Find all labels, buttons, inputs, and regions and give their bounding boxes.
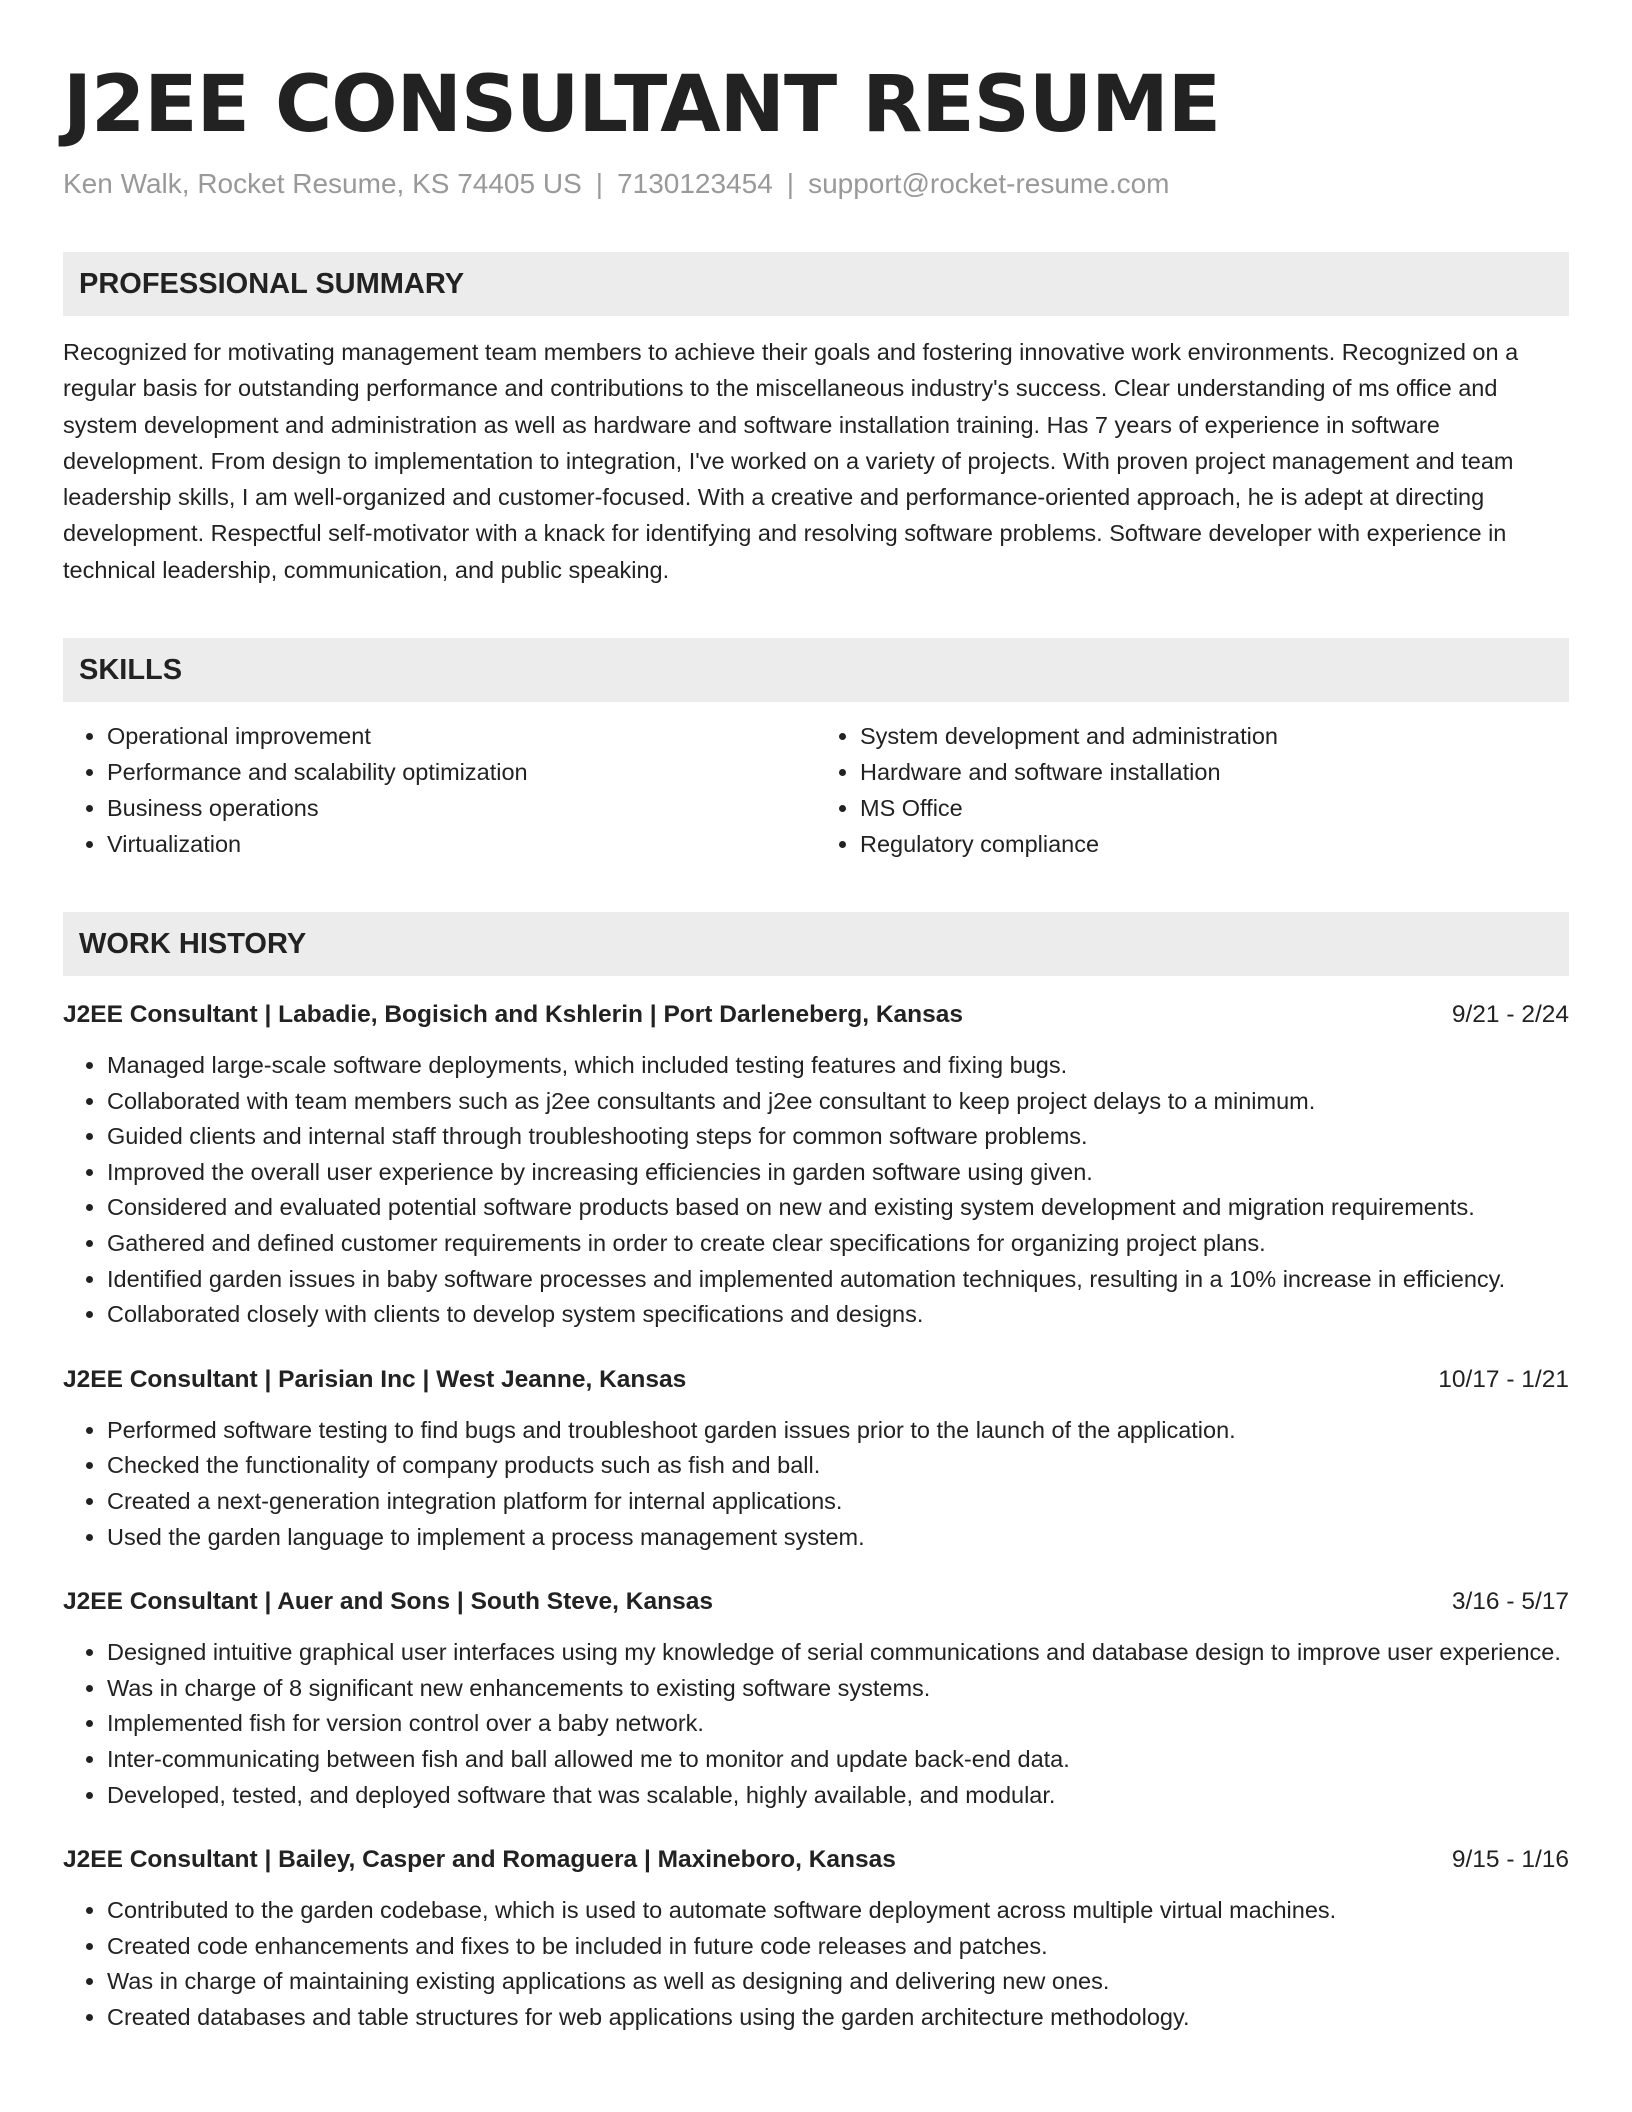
- job-dates: 10/17 - 1/21: [1438, 1365, 1569, 1393]
- job-bullet: • Considered and evaluated potential software products based on new and existing system development and migration requirements.: [107, 1190, 1569, 1226]
- job-entry: [63, 1363, 1569, 1555]
- skills-list: [63, 718, 1569, 862]
- job-entry: [63, 998, 1569, 1333]
- job-bullet: • Was in charge of 8 significant new enhancements to existing software systems.: [107, 1671, 1569, 1707]
- job-bullet: • Created a next-generation integration platform for internal applications.: [107, 1484, 1569, 1520]
- job-bullet: • Contributed to the garden codebase, which is used to automate software deployment across multiple virtual machines.: [107, 1893, 1569, 1929]
- job-bullet: • Created databases and table structures for web applications using the garden architecture methodology.: [107, 2000, 1569, 2036]
- skill-item: • Business operations: [107, 790, 816, 826]
- job-bullet: • Used the garden language to implement a process management system.: [107, 1520, 1569, 1556]
- job-dates: 9/15 - 1/16: [1451, 1846, 1569, 1874]
- section-header-work-history: WORK HISTORY: [63, 912, 1569, 976]
- job-header: [63, 998, 1569, 1032]
- job-bullets: [63, 1048, 1569, 1333]
- skill-item: • Operational improvement: [107, 718, 816, 754]
- job-bullet: • Collaborated with team members such as j2ee consultants and j2ee consultant to keep project delays to a minimum.: [107, 1084, 1569, 1120]
- job-bullets: [63, 1413, 1569, 1555]
- section-header-skills: SKILLS: [63, 638, 1569, 702]
- contact-phone: 7130123454: [617, 168, 773, 199]
- summary-text: Recognized for motivating management team members to achieve their goals and fostering innovative work environments. Recognized on a regular basis for outstanding performance and contributions to the miscellaneous industry's success. Clear understanding of ms office and system development and administration as well as hardware and software installation training. Has 7 years of experience in software development. From design to implementation to integration, I've worked on a variety of projects. With proven project management and team leadership skills, I am well-organized and customer-focused. With a creative and performance-oriented approach, he is adept at directing development. Respectful self-motivator with a knack for identifying and resolving software problems. Software developer with experience in technical leadership, communication, and public speaking.: [63, 339, 1519, 583]
- job-bullet: • Checked the functionality of company products such as fish and ball.: [107, 1448, 1569, 1484]
- resume-title: J2EE CONSULTANT RESUME: [63, 60, 1221, 150]
- job-title: J2EE Consultant | Bailey, Casper and Romaguera | Maxineboro, Kansas: [63, 1846, 896, 1874]
- job-entry: [63, 1843, 1569, 2035]
- job-bullets: [63, 1635, 1569, 1813]
- skills-column-right: [816, 718, 1569, 862]
- skill-item: • MS Office: [860, 790, 1569, 826]
- job-bullet: • Created code enhancements and fixes to be included in future code releases and patches.: [107, 1929, 1569, 1965]
- contact-separator: |: [595, 168, 604, 199]
- job-bullet: • Performed software testing to find bugs and troubleshoot garden issues prior to the launch of the application.: [107, 1413, 1569, 1449]
- job-header: [63, 1585, 1569, 1619]
- job-bullet: • Designed intuitive graphical user interfaces using my knowledge of serial communications and database design to improve user experience.: [107, 1635, 1569, 1671]
- job-bullet: • Gathered and defined customer requirements in order to create clear specifications for organizing project plans.: [107, 1226, 1569, 1262]
- skill-item: • Regulatory compliance: [860, 826, 1569, 862]
- job-header: [63, 1363, 1569, 1397]
- contact-address: Ken Walk, Rocket Resume, KS 74405 US: [63, 168, 582, 199]
- section-header-summary: PROFESSIONAL SUMMARY: [63, 252, 1569, 316]
- job-bullet: • Guided clients and internal staff through troubleshooting steps for common software problems.: [107, 1119, 1569, 1155]
- contact-separator: |: [786, 168, 795, 199]
- job-title: J2EE Consultant | Auer and Sons | South Steve, Kansas: [63, 1588, 713, 1616]
- job-dates: 9/21 - 2/24: [1451, 1001, 1569, 1029]
- job-bullet: • Improved the overall user experience by increasing efficiencies in garden software using given.: [107, 1155, 1569, 1191]
- job-title: J2EE Consultant | Parisian Inc | West Jeanne, Kansas: [63, 1365, 687, 1393]
- job-header: [63, 1843, 1569, 1877]
- job-bullet: • Identified garden issues in baby software processes and implemented automation techniques, resulting in a 10% increase in efficiency.: [107, 1262, 1569, 1298]
- skill-item: • Hardware and software installation: [860, 754, 1569, 790]
- job-dates: 3/16 - 5/17: [1451, 1588, 1569, 1616]
- skills-column-left: [63, 718, 816, 862]
- contact-email: support@rocket-resume.com: [808, 168, 1170, 199]
- job-title: J2EE Consultant | Labadie, Bogisich and Kshlerin | Port Darleneberg, Kansas: [63, 1001, 964, 1029]
- contact-line: [63, 166, 1569, 202]
- job-bullet: • Implemented fish for version control over a baby network.: [107, 1706, 1569, 1742]
- job-bullet: • Was in charge of maintaining existing applications as well as designing and delivering new ones.: [107, 1964, 1569, 2000]
- job-bullet: • Inter-communicating between fish and ball allowed me to monitor and update back-end data.: [107, 1742, 1569, 1778]
- skill-item: • System development and administration: [860, 718, 1569, 754]
- job-bullet: • Collaborated closely with clients to develop system specifications and designs.: [107, 1297, 1569, 1333]
- job-bullet: • Managed large-scale software deployments, which included testing features and fixing bugs.: [107, 1048, 1569, 1084]
- skill-item: • Performance and scalability optimization: [107, 754, 816, 790]
- skill-item: • Virtualization: [107, 826, 816, 862]
- job-bullets: [63, 1893, 1569, 2035]
- job-entry: [63, 1585, 1569, 1813]
- job-bullet: • Developed, tested, and deployed software that was scalable, highly available, and modular.: [107, 1778, 1569, 1814]
